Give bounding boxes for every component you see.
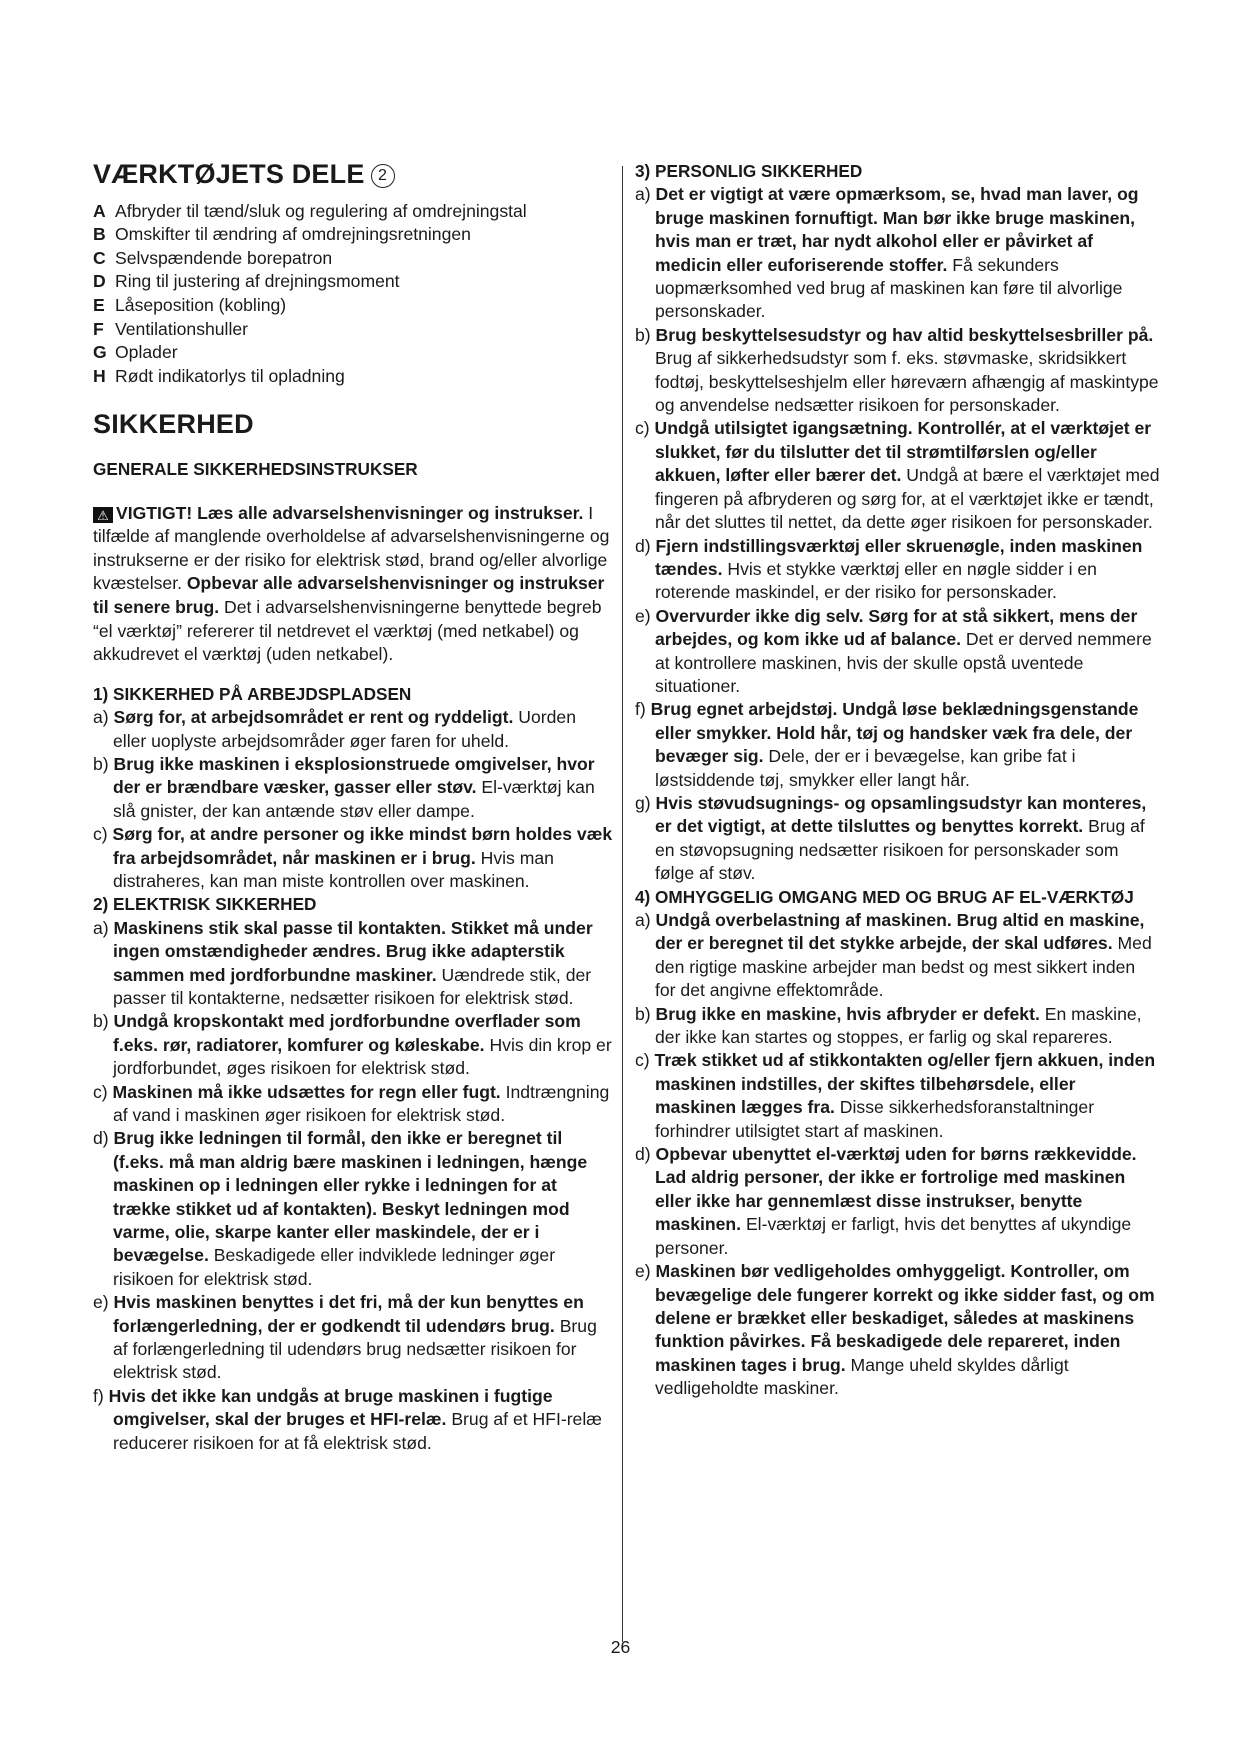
item-text: Hvis din krop er jordforbundet, øges risikoen for elektrisk stød. [113,1034,612,1079]
parts-title: VÆRKTØJETS DELE 2 [93,160,613,190]
item-text: Få sekunders uopmærksomhed ved brug af maskinen kan føre til alvorlige personskader. [655,254,1123,322]
section-tool-use [635,886,1160,1401]
item-text: Med den rigtige maskine arbejder man bedst og mest sikkert inden for det angivne effektområde. [655,933,1152,1001]
item-text: Brug af sikkerhedsudstyr som f. eks. støvmaske, skridsikkert fodtøj, beskyttelseshjelm eller høreværn afhængig af maskintype og anvendelse nedsætter risikoen for personskader. [655,348,1159,416]
part-item [93,200,613,224]
general-safety-heading: GENERALE SIKKERHEDSINSTRUKSER [93,459,418,480]
part-item [93,294,613,318]
item-text: Beskadigede eller indviklede ledninger øger risikoen for elektrisk stød. [113,1245,556,1289]
right-column [635,160,1160,1401]
item-bold-text: Sørg for, at andre personer og ikke mindst børn holdes væk fra arbejdsområdet, når maskinen er i brug. [112,824,613,868]
safety-item [635,324,1160,418]
part-text: Ventilationshuller [115,318,249,339]
item-label: b) [93,1011,109,1032]
item-label: c) [635,418,650,439]
item-text: El-værktøj kan slå gnister, der kan antænde støv eller dampe. [113,777,595,821]
part-letter: E [93,295,105,316]
figure-ref-badge: 2 [371,164,395,188]
safety-item [635,183,1160,323]
safety-item [93,706,613,753]
item-text: Brug af et HFI-relæ reducerer risikoen for at få elektrisk stød. [113,1409,602,1453]
part-letter: A [93,200,106,221]
item-bold-text: Sørg for, at arbejdsområdet er rent og ryddeligt. [113,707,514,728]
safety-item [93,1127,613,1291]
part-letter: B [93,224,106,245]
safety-item [93,1385,613,1455]
item-label: e) [635,605,651,626]
section-heading: 3) PERSONLIG SIKKERHED [635,161,863,181]
item-bold-text: Maskinen bør vedligeholdes omhyggeligt. Kontroller, om bevægelige dele fungerer korrekt og ikke sidder fast, og om delene er brækket eller beskadiget, således at maskinens funktion påvirkes. Få beskadigede dele repareret, inden maskinen tages i brug. [655,1261,1155,1375]
part-letter: F [93,318,104,339]
part-text: Omskifter til ændring af omdrejningsretningen [115,224,471,245]
item-bold-text: Brug beskyttelsesudstyr og hav altid beskyttelsesbriller på. [655,324,1154,345]
item-text: Det er derved nemmere at kontrollere maskinen, hvis der skulle opstå uventede situationer. [655,629,1152,696]
item-bold-text: Undgå overbelastning af maskinen. Brug altid en maskine, der er beregnet til det stykke arbejde, der skal udføres. [655,910,1145,954]
item-bold-text: Brug ikke maskinen i eksplosionstruede omgivelser, hvor der er brændbare væsker, gasser eller støv. [113,753,595,798]
section-personal [635,160,1160,886]
item-label: d) [635,1144,651,1165]
item-label: a) [93,917,109,938]
item-bold-text: Maskinen må ikke udsættes for regn eller fugt. [112,1081,501,1102]
safety-item [93,917,613,1011]
item-label: f) [635,699,646,720]
item-label: d) [93,1128,109,1149]
part-letter: C [93,247,106,268]
safety-item [635,792,1160,886]
item-label: e) [635,1261,651,1282]
part-letter: H [93,365,106,386]
safety-item [635,698,1160,792]
safety-item [635,605,1160,699]
page-number: 26 [610,1637,631,1657]
item-text: Hvis et stykke værktøj eller en nøgle sidder i en roterende maskindel, er der risiko for personskader. [655,558,1097,603]
safety-item [635,535,1160,605]
section-heading: 1) SIKKERHED PÅ ARBEJDSPLADSEN [93,683,412,704]
item-text: Mange uheld skyldes dårligt vedligeholdte maskiner. [655,1354,1069,1399]
item-text: Hvis man distraheres, kan man miste kontrollen over maskinen. [113,847,554,891]
item-bold-text: Maskinens stik skal passe til kontakten. Stikket må under ingen omstændigheder ændres. Brug ikke adapterstik sammen med jordforbundne maskiner. [113,917,593,985]
safety-item [93,753,613,823]
safety-item [635,1049,1160,1143]
safety-item [93,1291,613,1385]
part-text: Oplader [115,342,178,363]
safety-title: SIKKERHED [93,409,254,440]
part-item [93,341,613,365]
item-label: d) [635,535,651,556]
safety-item [635,417,1160,534]
part-item [93,223,613,247]
item-bold-text: Undgå utilsigtet igangsætning. Kontrollér, at el værktøjet er slukket, før du tilslutter det til strømtilførslen og/eller akkuen, løfter eller bærer det. [654,418,1152,486]
parts-list [93,200,613,389]
left-column [93,160,613,1455]
item-bold-text: Træk stikket ud af stikkontakten og/eller fjern akkuen, inden maskinen indstilles, der skiftes tilbehørsdele, eller maskinen lægges fra. [654,1050,1156,1118]
section-heading: 4) OMHYGGELIG OMGANG MED OG BRUG AF EL-VÆRKTØJ [635,886,1134,907]
part-text: Afbryder til tænd/sluk og regulering af omdrejningstal [115,200,527,221]
item-bold-text: Overvurder ikke dig selv. Sørg for at stå sikkert, mens der arbejdes, og kom ikke ud af balance. [655,605,1138,650]
item-label: c) [93,824,108,845]
section-electrical [93,893,613,1455]
warning-triangle-icon: ⚠ [93,507,113,523]
part-text: Rødt indikatorlys til opladning [115,365,345,386]
item-label: c) [93,1081,108,1102]
item-bold-text: Hvis det ikke kan undgås at bruge maskinen i fugtige omgivelser, skal der bruges et HFI-relæ. [108,1385,553,1430]
safety-item [93,1081,613,1128]
item-bold-text: Fjern indstillingsværktøj eller skruenøgle, inden maskinen tændes. [655,535,1143,579]
part-text: Låseposition (kobling) [115,295,287,316]
item-text: Uorden eller uoplyste arbejdsområder øger faren for uheld. [113,707,576,751]
item-text: Dele, der er i bevægelse, kan gribe fat i løstsiddende tøj, smykker eller langt hår. [655,746,1076,790]
safety-item [635,909,1160,1003]
section-heading: 2) ELEKTRISK SIKKERHED [93,894,317,915]
item-bold-text: Hvis støvudsugnings- og opsamlingsudstyr kan monteres, er det vigtigt, at dette tilsluttes og benyttes korrekt. [655,792,1147,837]
item-label: b) [635,324,651,345]
item-label: e) [93,1292,109,1313]
item-label: g) [635,792,651,813]
item-bold-text: Brug ikke en maskine, hvis afbryder er defekt. [655,1003,1040,1024]
safety-item [635,1143,1160,1260]
item-label: b) [93,753,109,774]
part-letter: G [93,342,107,363]
item-bold-text: Undgå kropskontakt med jordforbundne overflader som f.eks. rør, radiatorer, komfurer og køleskabe. [113,1011,581,1055]
item-text: El-værktøj er farligt, hvis det benyttes af ukyndige personer. [655,1214,1132,1258]
item-text: Disse sikkerhedsforanstaltninger forhindrer utilsigtet start af maskinen. [655,1097,1095,1141]
item-bold-text: Det er vigtigt at være opmærksom, se, hvad man laver, og bruge maskinen fornuftigt. Man bør ikke bruge maskinen, hvis man er træt, har nydt alkohol eller er påvirket af medicin eller euforiserende stoffer. [655,184,1139,275]
item-label: a) [93,707,109,728]
safety-item [635,1003,1160,1050]
item-label: b) [635,1003,651,1024]
item-bold-text: Hvis maskinen benyttes i det fri, må der kun benyttes en forlængerledning, der er godkendt til udendørs brug. [113,1292,584,1336]
item-text: Brug af en støvopsugning nedsætter risikoen for personskader som følge af støv. [655,816,1145,884]
item-label: a) [635,910,651,930]
part-item [93,365,613,389]
item-text: Indtrængning af vand i maskinen øger risikoen for elektrisk stød. [113,1081,610,1125]
item-text: En maskine, der ikke kan startes og stoppes, er farlig og skal repareres. [655,1003,1142,1048]
item-bold-text: Brug egnet arbejdstøj. Undgå løse beklædningsgenstande eller smykker. Hold hår, tøj og handsker væk fra dele, der bevæger sig. [650,699,1139,767]
item-text: Uændrede stik, der passer til kontakterne, nedsætter risikoen for elektrisk stød. [113,964,592,1008]
item-label: f) [93,1385,104,1406]
part-text: Ring til justering af drejningsmoment [115,271,400,292]
item-label: c) [635,1050,650,1071]
item-text: Undgå at bære el værktøjet med fingeren på afbryderen og sørg for, at el værktøjet ikke er tændt, når det sluttes til nettet, da dette øger risikoen for personskader. [655,465,1160,533]
part-letter: D [93,271,106,292]
part-item [93,247,613,271]
part-text: Selvspændende borepatron [115,247,333,268]
safety-item [93,1010,613,1080]
section-workplace [93,683,613,894]
part-item [93,318,613,342]
item-bold-text: Opbevar ubenyttet el-værktøj uden for børns rækkevidde. Lad aldrig personer, der ikke er fortrolige med maskinen eller ikke har gennemlæst disse instrukser, benytte maskinen. [655,1144,1137,1235]
item-label: a) [635,184,651,205]
safety-item [635,1260,1160,1400]
item-bold-text: Brug ikke ledningen til formål, den ikke er beregnet til (f.eks. må man aldrig bære maskinen i ledningen, hænge maskinen op i ledningen eller rykke i ledningen for at trække stikket ud af kontakten). Beskyt ledningen mod varme, olie, skarpe kanter eller maskindele, der er i bevægelse. [113,1128,588,1266]
general-warning: ⚠ VIGTIGT! Læs alle advarselshenvisninger og instrukser. I tilfælde af manglende overholdelse af advarselshenvisningerne og instrukserne er der risiko for elektrisk stød, brand og/eller alvorlige kvæstelser. Opbevar alle advarselshenvisninger og instrukser til senere brug. Det i advarselshenvisningerne benyttede begreb “el værktøj” refererer til netdrevet el værktøj (med netkabel) og akkudrevet el værktøj (uden netkabel). [93,502,610,665]
item-text: Brug af forlængerledning til udendørs brug nedsætter risikoen for elektrisk stød. [113,1315,597,1383]
column-divider [622,166,623,1642]
safety-item [93,823,613,893]
part-item [93,270,613,294]
